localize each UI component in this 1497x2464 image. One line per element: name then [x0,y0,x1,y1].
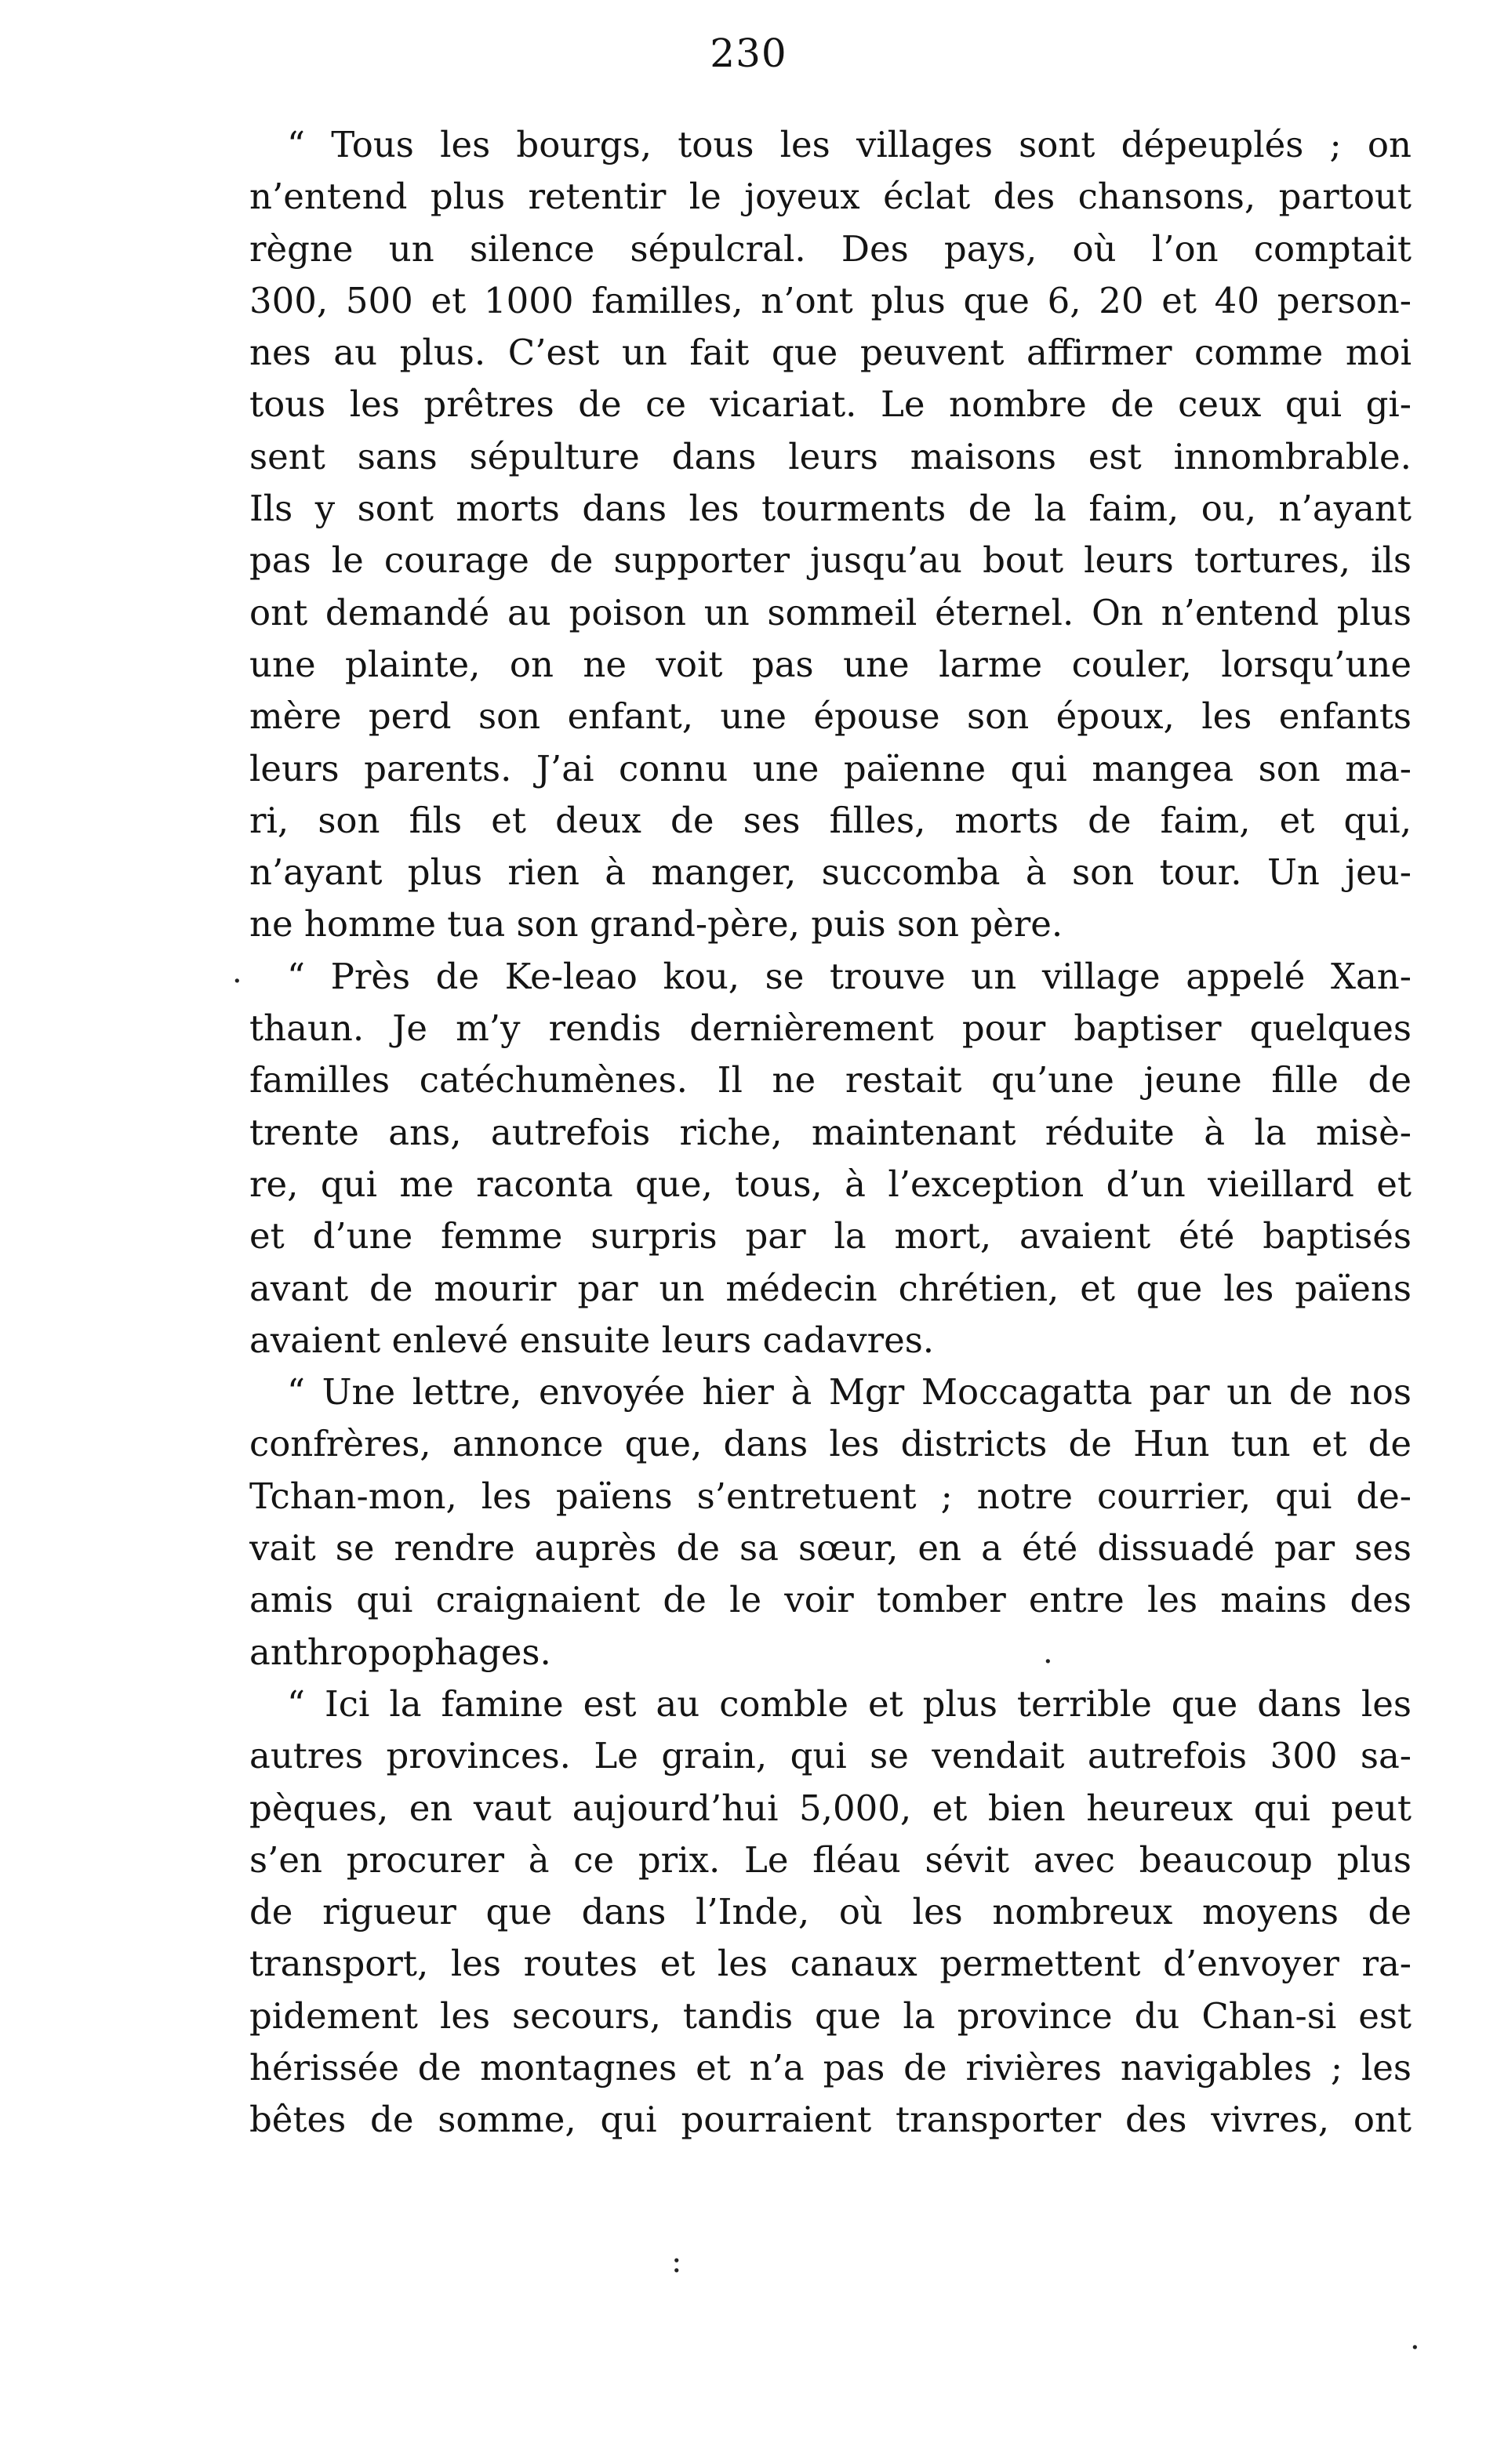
text-line: avaient enlevé ensuite leurs cadavres. [249,1319,935,1361]
corner-mark: · [1410,2330,1420,2366]
text-line: n’entend plus retentir le joyeux éclat des chansons, partout [249,176,1412,218]
text-line: “ Une lettre, envoyée hier à Mgr Moccagatta par un de nos [287,1371,1412,1413]
text-line: thaun. Je m’y rendis dernièrement pour baptiser quelques [249,1007,1412,1050]
text-line: sent sans sépulture dans leurs maisons est innombrable. [249,435,1412,477]
text-line: trente ans, autrefois riche, maintenant réduite à la misè- [249,1111,1412,1153]
text-line: “ Près de Ke-leao kou, se trouve un village appelé Xan- [287,955,1412,997]
text-line: confrères, annonce que, dans les districts de Hun tun et de [249,1423,1412,1465]
text-line: mère perd son enfant, une épouse son époux, les enfants [249,695,1412,738]
text-line: familles catéchumènes. Il ne restait qu’une jeune fille de [249,1059,1412,1101]
text-line: transport, les routes et les canaux permettent d’envoyer ra- [249,1943,1412,1985]
text-line: ont demandé au poison un sommeil éternel. On n’entend plus [249,591,1412,633]
text-line: bêtes de somme, qui pourraient transporter des vivres, ont [249,2099,1412,2141]
text-line: Tchan-mon, les païens s’entretuent ; notre courrier, qui de- [249,1475,1412,1517]
text-line: re, qui me raconta que, tous, à l’exception d’un vieillard et [249,1163,1412,1205]
text-line: n’ayant plus rien à manger, succomba à son tour. Un jeu- [249,851,1412,894]
text-line: anthropophages. [249,1631,551,1673]
page-number: 230 [710,31,787,76]
text-line: vait se rendre auprès de sa sœur, en a été dissuadé par ses [249,1527,1412,1569]
text-line: s’en procurer à ce prix. Le fléau sévit avec beaucoup plus [249,1838,1412,1881]
text-line: pidement les secours, tandis que la province du Chan-si est [249,1994,1412,2037]
text-line: ne homme tua son grand-père, puis son père. [249,903,1063,945]
text-line: leurs parents. J’ai connu une païenne qui mangea son ma- [249,747,1412,789]
text-line: amis qui craignaient de le voir tomber entre les mains des [249,1579,1412,1621]
text-line: Ils y sont morts dans les tourments de la faim, ou, n’ayant [249,488,1412,530]
text-line: “ Ici la famine est au comble et plus terrible que dans les [287,1682,1412,1725]
text-line: pas le courage de supporter jusqu’au bout leurs tortures, ils [249,539,1412,582]
text-line: une plainte, on ne voit pas une larme couler, lorsqu’une [249,643,1412,685]
stray-mark: · [1043,1644,1053,1680]
text-line: autres provinces. Le grain, qui se vendait autrefois 300 sa- [249,1735,1412,1777]
stray-colon: : [671,2244,682,2280]
text-line: avant de mourir par un médecin chrétien, et que les païens [249,1267,1412,1309]
text-line: “ Tous les bourgs, tous les villages sont dépeuplés ; on [287,124,1412,165]
text-line: et d’une femme surpris par la mort, avaient été baptisés [249,1215,1412,1257]
text-line: hérissée de montagnes et n’a pas de rivières navigables ; les [249,2046,1412,2088]
page-body [249,119,1412,2146]
text-line: ri, son fils et deux de ses filles, morts de faim, et qui, [249,799,1412,841]
text-line: 300, 500 et 1000 familles, n’ont plus que 6, 20 et 40 person- [249,279,1412,321]
text-line: de rigueur que dans l’Inde, où les nombreux moyens de [249,1891,1412,1933]
text-line: tous les prêtres de ce vicariat. Le nombre de ceux qui gi- [249,383,1412,426]
text-line: nes au plus. C’est un fait que peuvent affirmer comme moi [249,332,1412,374]
margin-mark: · [232,963,242,1000]
text-line: pèques, en vaut aujourd’hui 5,000, et bien heureux qui peut [249,1787,1412,1829]
text-line: règne un silence sépulcral. Des pays, où l’on comptait [249,227,1412,270]
